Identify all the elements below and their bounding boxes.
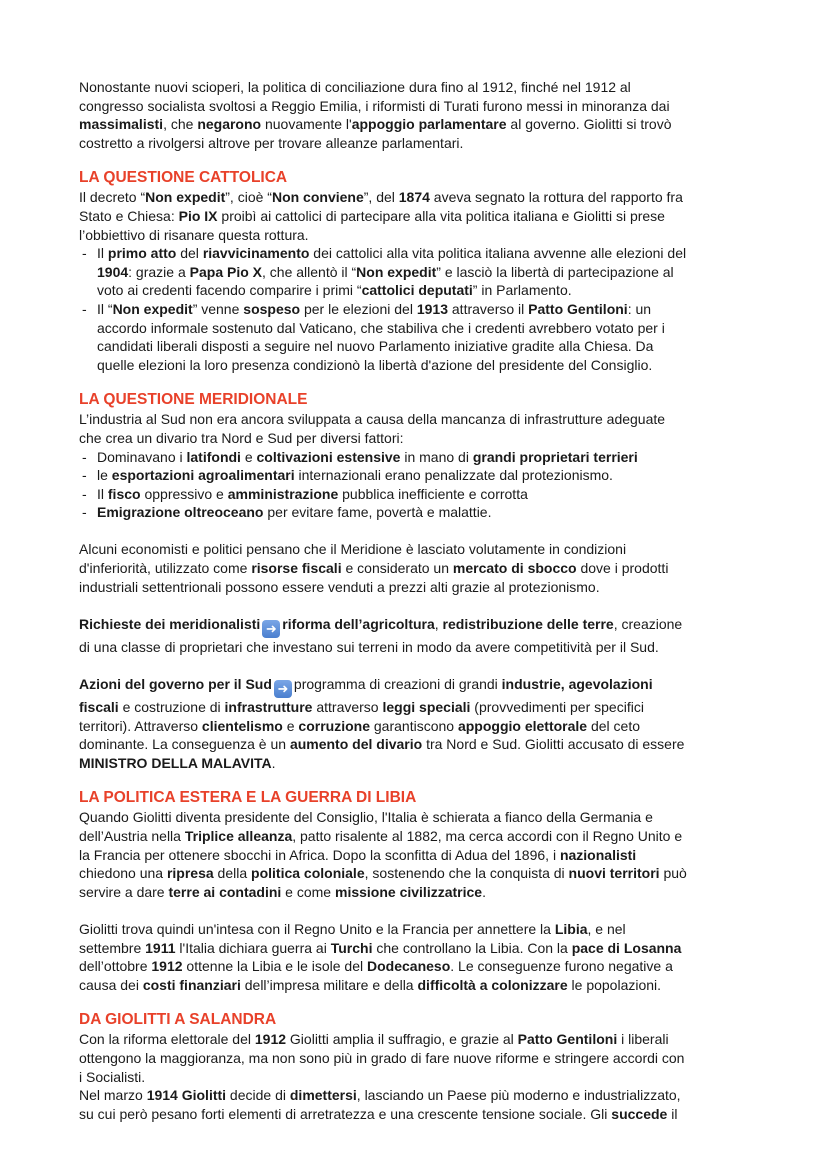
text-run: dove i prodotti industriali settentrionali possono essere venduti a prezzi alti grazie al protezionismo.: [79, 560, 669, 595]
bold-text: Non conviene: [271, 189, 364, 206]
bold-text: appoggio elettorale: [457, 717, 588, 734]
bold-text: amministrazione: [227, 485, 339, 502]
text-run: ”, del: [363, 189, 399, 206]
bold-text: Non expedit: [356, 263, 437, 280]
text-run: garantiscono: [370, 717, 458, 734]
bold-text: politica coloniale: [251, 865, 365, 882]
bold-text: 1912: [151, 958, 183, 975]
text-run: Dominavano i: [97, 448, 187, 465]
bold-text: difficoltà a colonizzare: [417, 976, 568, 993]
text-run: , che allentò il “: [262, 263, 357, 280]
list-item: [79, 244, 779, 300]
text-run: Quando Giolitti diventa presidente del Consiglio, l'Italia è schierata a fianco della Germania e dell’Austria nella: [79, 809, 653, 844]
bullet-list: [79, 448, 779, 522]
document-page: [79, 78, 779, 1123]
bold-text: Dodecaneso: [367, 958, 451, 975]
bold-text: riavvicinamento: [202, 245, 310, 262]
text-run: attraverso il: [448, 300, 529, 317]
bold-text: redistribuzione delle terre: [442, 615, 614, 632]
bold-text: terre ai contadini: [168, 883, 282, 900]
bold-text: pace di Losanna: [571, 939, 682, 956]
text-run: il: [667, 1105, 678, 1122]
bold-text: nuovi territori: [568, 865, 660, 882]
text-run: (provvedimenti per specifici territori). Attraverso: [79, 699, 644, 734]
text-run: , e nel settembre: [79, 920, 626, 956]
text-run: ” in Parlamento.: [472, 282, 572, 299]
text-run: e costruzione di: [118, 699, 225, 716]
list-item: [79, 466, 779, 485]
bold-text: grandi proprietari terrieri: [472, 448, 638, 465]
text-run: le popolazioni.: [567, 976, 662, 993]
text-run: Giolitti amplia il suffragio, e grazie al: [286, 1031, 518, 1048]
bold-text: Patto Gentiloni: [517, 1031, 618, 1048]
text-run: nuovamente l': [261, 116, 352, 133]
text-run: può servire a dare: [79, 865, 687, 900]
text-run: dei cattolici alla vita politica italiana avvenne alle elezioni del: [313, 245, 687, 262]
text-run: ”, cioè “: [225, 189, 272, 206]
paragraph: [79, 188, 779, 244]
text-run: L’industria al Sud non era ancora sviluppata a causa della mancanza di infrastrutture adeguate che crea un divario tra Nord e Sud per diversi fattori:: [79, 411, 666, 446]
bold-text: 1911: [145, 939, 176, 956]
bold-text: 1914 Giolitti: [146, 1087, 227, 1104]
text-run: dell’impresa militare e della: [240, 976, 418, 993]
text-run: Il “: [97, 300, 113, 317]
text-run: per le elezioni del: [300, 300, 417, 317]
paragraph: [79, 675, 779, 772]
section-heading: LA QUESTIONE CATTOLICA: [79, 169, 288, 187]
text-run: e: [240, 448, 257, 465]
bold-text: aumento del divario: [289, 736, 423, 753]
bold-text: MINISTRO DELLA MALAVITA: [79, 754, 272, 771]
bold-text: nazionalisti: [559, 846, 637, 863]
text-run: dell’ottobre: [79, 958, 148, 975]
text-run: Il decreto “: [79, 189, 146, 206]
text-run: . Le conseguenze furono negative a causa dei: [79, 958, 673, 993]
bold-text: Turchi: [330, 939, 373, 956]
section-heading: DA GIOLITTI A SALANDRA: [79, 1011, 277, 1029]
paragraph: [79, 615, 779, 657]
text-run: Il: [97, 485, 108, 502]
bold-text: costi finanziari: [142, 976, 241, 993]
text-run: Giolitti trova quindi un'intesa con il Regno Unito e la Francia per annettere la: [79, 920, 555, 937]
text-run: Con la riforma elettorale del: [79, 1031, 255, 1048]
bold-text: mercato di sbocco: [452, 560, 577, 577]
text-run: che controllano la Libia. Con la: [372, 939, 572, 956]
text-run: ” venne: [192, 300, 244, 317]
bold-text: primo atto: [107, 245, 177, 262]
bold-text: 1912: [254, 1031, 287, 1048]
bold-text: corruzione: [298, 717, 370, 734]
bold-text: Emigrazione oltreoceano: [97, 504, 264, 521]
text-run: del: [176, 245, 203, 262]
bold-text: Richieste dei meridionalisti: [79, 615, 261, 632]
text-run: .: [482, 883, 486, 900]
paragraph: [79, 1030, 779, 1123]
text-run: e come: [281, 883, 335, 900]
bold-text: succede: [611, 1105, 668, 1122]
bold-text: industrie, agevolazioni fiscali: [79, 676, 653, 716]
bold-text: Patto Gentiloni: [528, 300, 628, 317]
bullet-list: [79, 244, 779, 374]
text-run: , creazione di una classe di proprietari che investano sui terreni in modo da avere competitività per il Sud.: [79, 615, 683, 655]
text-run: al governo. Giolitti si trovò costretto a rivolgersi altrove per trovare alleanze parlamentari.: [79, 116, 672, 151]
text-run: Nonostante nuovi scioperi, la politica di conciliazione dura fino al 1912, finché nel 1912 al congresso socialista svoltosi a Reggio Emilia, i riformisti di Turati furono messi in minoranza dai: [79, 79, 670, 114]
text-run: Il: [97, 245, 108, 262]
bold-text: infrastrutture: [224, 699, 313, 716]
bold-text: riforma dell’agricoltura: [282, 615, 435, 632]
bold-text: Non expedit: [145, 189, 226, 206]
text-run: : un accordo informale sostenuto dal Vaticano, che stabiliva che i credenti avrebbero votato per i candidati liberali disposti a seguire nel nuovo Parlamento iniziative gradite alla Chiesa. Da quelle elezioni la loro presenza condizionò la libertà d'azione del presidente del Consiglio.: [97, 300, 665, 373]
bold-text: dimettersi: [289, 1087, 357, 1104]
paragraph: [79, 808, 779, 901]
text-run: del ceto dominante. La conseguenza è un: [79, 717, 641, 753]
bold-text: Non expedit: [112, 300, 193, 317]
text-run: .: [271, 754, 276, 771]
bold-text: 1913: [416, 300, 448, 317]
paragraph: [79, 920, 779, 994]
bold-text: esportazioni agroalimentari: [111, 467, 295, 484]
text-run: pubblica inefficiente e corrotta: [338, 485, 528, 502]
bold-text: missione civilizzatrice: [335, 883, 483, 900]
text-run: l'Italia dichiara guerra ai: [175, 939, 331, 956]
text-run: proibì ai cattolici di partecipare alla vita politica italiana e Giolitti si prese l’obbiettivo di risanare questa rottura.: [79, 207, 665, 243]
bold-text: appoggio parlamentare: [351, 116, 507, 133]
bold-text: 1874: [398, 189, 430, 206]
text-run: e: [282, 717, 299, 734]
text-run: le: [97, 467, 112, 484]
bold-text: latifondi: [186, 448, 241, 465]
paragraph: [79, 540, 779, 596]
bold-text: Azioni del governo per il Sud: [79, 676, 272, 693]
bold-text: sospeso: [243, 300, 301, 317]
bold-text: cattolici deputati: [361, 282, 473, 299]
bold-text: coltivazioni estensive: [256, 448, 401, 465]
text-run: per evitare fame, povertà e malattie.: [263, 504, 492, 521]
bold-text: fisco: [107, 485, 141, 502]
list-item: [79, 448, 779, 467]
bold-text: Libia: [554, 920, 588, 937]
arrow-right-icon: ➜: [262, 620, 280, 638]
list-item: [79, 503, 779, 522]
text-run: : grazie a: [128, 263, 190, 280]
paragraph: [79, 410, 779, 447]
list-item: [79, 300, 779, 374]
text-run: ,: [434, 615, 443, 632]
text-run: in mano di: [400, 448, 473, 465]
text-run: , che: [163, 116, 198, 133]
bold-text: Triplice alleanza: [184, 828, 293, 844]
text-run: internazionali erano penalizzate dal protezionismo.: [294, 467, 613, 484]
text-run: ottenne la Libia e le isole del: [182, 958, 368, 975]
text-run: chiedono una: [79, 865, 164, 882]
text-run: e considerato un: [341, 560, 453, 577]
text-run: , lasciando un Paese più moderno e industrializzato, su cui però pesano forti elementi di arretratezza e una crescente tensione sociale. Gli: [79, 1087, 681, 1122]
text-run: attraverso: [312, 699, 383, 716]
text-run: i liberali ottengono la maggioranza, ma non sono più in grado di fare nuove riforme e stringere accordi con i Socialisti. Nel marzo: [79, 1031, 685, 1104]
bold-text: clientelismo: [201, 717, 283, 734]
bold-text: Pio IX: [178, 207, 218, 224]
text-run: programma di creazioni di grandi: [293, 676, 502, 693]
bold-text: massimalisti: [79, 116, 164, 133]
text-run: decide di: [226, 1087, 290, 1104]
bold-text: leggi speciali: [382, 699, 471, 716]
list-item: [79, 485, 779, 504]
text-run: tra Nord e Sud. Giolitti accusato di essere: [426, 736, 685, 753]
section-heading: LA QUESTIONE MERIDIONALE: [79, 391, 308, 409]
bold-text: negarono: [197, 116, 262, 133]
text-run: aveva segnato la rottura del rapporto fra Stato e Chiesa:: [79, 189, 683, 224]
bold-text: risorse fiscali: [251, 560, 342, 577]
text-run: , patto risalente al 1882, ma cerca accordi con il Regno Unito e la Francia per ottenere sbocchi in Africa. Dopo la sconfitta di Adua del 1896, i: [79, 828, 683, 863]
arrow-right-icon: ➜: [274, 680, 292, 698]
paragraph: [79, 78, 779, 152]
bold-text: Papa Pio X: [189, 263, 262, 280]
text-run: oppressivo e: [140, 485, 228, 502]
section-heading: LA POLITICA ESTERA E LA GUERRA DI LIBIA: [79, 789, 417, 807]
bold-text: 1904: [97, 263, 129, 280]
text-run: della: [213, 865, 252, 882]
text-run: Alcuni economisti e politici pensano che il Meridione è lasciato volutamente in condizioni d'inferiorità, utilizzato come: [79, 541, 627, 577]
text-run: ” e lasciò la libertà di partecipazione al voto ai credenti facendo comparire i primi “: [97, 263, 674, 299]
bold-text: ripresa: [166, 865, 214, 882]
text-run: , sostenendo che la conquista di: [364, 865, 569, 882]
